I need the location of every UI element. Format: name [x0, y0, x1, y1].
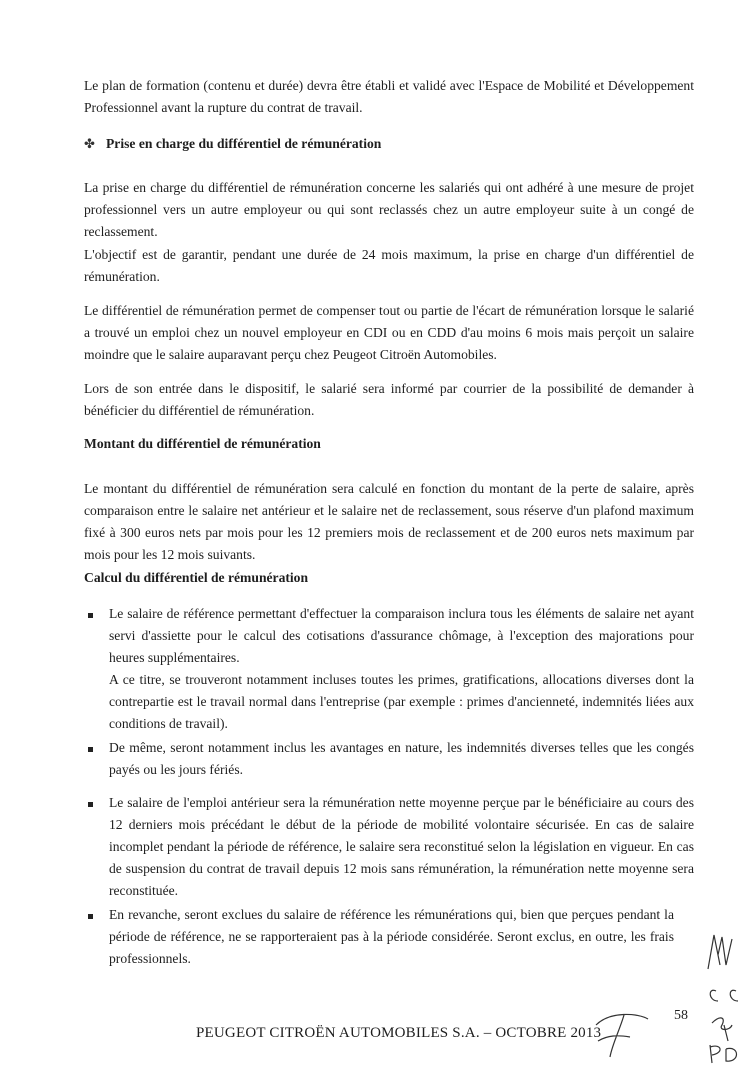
paragraph-4: Lors de son entrée dans le dispositif, le salarié sera informé par courrier de la possibilité de demander à bénéficier du différentiel de rémunération. — [84, 381, 694, 418]
paragraph-3: Le différentiel de rémunération permet de compenser tout ou partie de l'écart de rémunération lorsque le salarié a trouvé un emploi chez un nouvel employeur en CDI ou en CDD d'au moins 6 mois mais perçoit un salaire moindre que le salaire auparavant perçu chez Peugeot Citroën Automobiles. — [84, 303, 694, 362]
list-item: Le salaire de référence permettant d'effectuer la comparaison inclura tous les éléments de salaire net ayant servi d'assiette pour le calcul des cotisations d'assurance chômage, à l'exception des majorations pour heures supplémentaires. — [109, 606, 694, 665]
calcul-title: Calcul du différentiel de rémunération — [84, 570, 309, 585]
page-number: 58 — [674, 1008, 688, 1023]
list-bullet-icon — [88, 747, 93, 752]
paragraph-5: Le montant du différentiel de rémunération sera calculé en fonction du montant de la perte de salaire, après comparaison entre le salaire net antérieur et le salaire net de reclassement, sous réserve d'un plafond maximum fixé à 300 euros nets par mois pour les 12 premiers mois de reclassement et de 200 euros nets maximum par mois pour les 12 mois suivants. — [84, 481, 694, 562]
list-bullet-icon — [88, 914, 93, 919]
section-bullet-icon: ✤ — [84, 136, 95, 151]
list-item: De même, seront notamment inclus les avantages en nature, les indemnités diverses telles que les congés payés ou les jours fériés. — [109, 740, 694, 777]
intro-paragraph: Le plan de formation (contenu et durée) devra être établi et validé avec l'Espace de Mobilité et Développement Professionnel avant la rupture du contrat de travail. — [84, 78, 694, 115]
handwritten-initials — [700, 925, 745, 1065]
page-footer: PEUGEOT CITROËN AUTOMOBILES S.A. – OCTOBRE 2013 — [196, 1025, 602, 1041]
list-bullet-icon — [88, 613, 93, 618]
section-title: Prise en charge du différentiel de rémunération — [106, 136, 382, 151]
list-item-continued: A ce titre, se trouveront notamment incluses toutes les primes, gratifications, allocations diverses dont la contrepartie est le travail normal dans l'entreprise (par exemple : primes d'ancienneté, indemnités liées aux conditions de travail). — [109, 672, 694, 731]
paragraph-2: L'objectif est de garantir, pendant une durée de 24 mois maximum, la prise en charge d'un différentiel de rémunération. — [84, 247, 694, 284]
list-item: Le salaire de l'emploi antérieur sera la rémunération nette moyenne perçue par le bénéficiaire au cours des 12 derniers mois précédant le début de la période de mobilité volontaire sécurisée. En cas de salaire incomplet pendant la période de référence, le salaire sera reconstitué selon la législation en vigueur. En cas de suspension du contrat de travail depuis 12 mois sans rémunération, la rémunération nette moyenne sera reconstituée. — [109, 795, 694, 898]
list-item: En revanche, seront exclues du salaire de référence les rémunérations qui, bien que perçues pendant la période de référence, ne se rapporteraient pas à la période considérée. Seront exclus, en outre, les frais professionnels. — [109, 907, 674, 966]
paragraph-1: La prise en charge du différentiel de rémunération concerne les salariés qui ont adhéré à une mesure de projet professionnel vers un autre employeur ou qui sont reclassés chez un autre employeur suite à un congé de reclassement. — [84, 180, 694, 239]
montant-title: Montant du différentiel de rémunération — [84, 436, 321, 451]
list-bullet-icon — [88, 802, 93, 807]
